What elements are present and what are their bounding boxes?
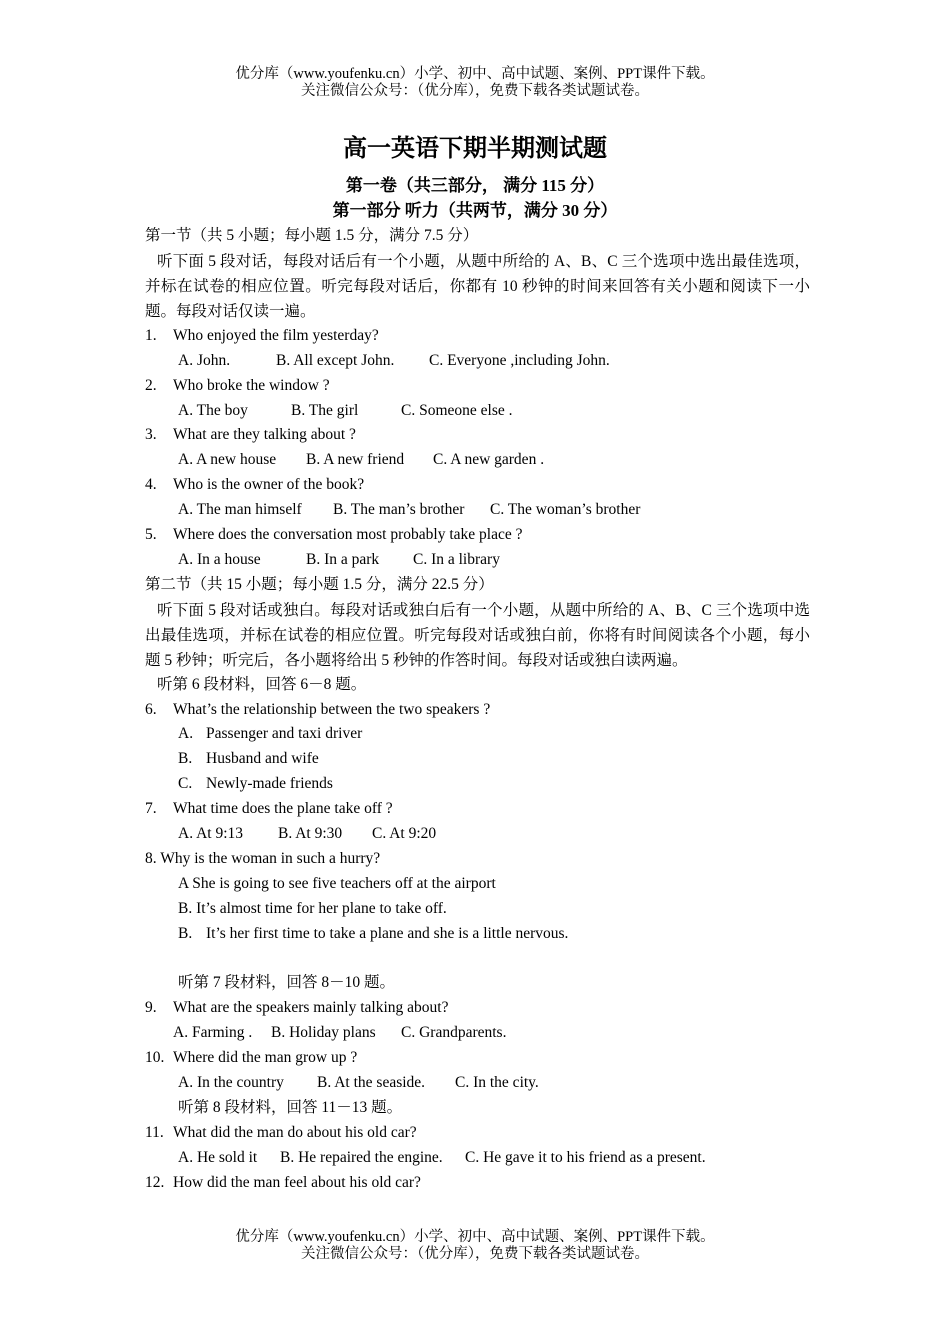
question-4 xyxy=(145,473,810,523)
volume-heading: 第一卷（共三部分， 满分 115 分） xyxy=(345,176,605,195)
question-text: What are the speakers mainly talking about? xyxy=(173,999,449,1017)
question-text: Who broke the window ? xyxy=(173,376,330,394)
page-header xyxy=(0,66,950,100)
section2-heading: 第二节（共 15 小题；每小题 1.5 分，满分 22.5 分） xyxy=(145,575,494,593)
option-c: C. In a library xyxy=(413,550,500,568)
option-c: It’s her first time to take a plane and she is a little nervous. xyxy=(206,924,569,942)
option-a: A. The man himself xyxy=(178,501,302,519)
option-b: B. Holiday plans xyxy=(271,1024,376,1042)
option-a: Passenger and taxi driver xyxy=(206,725,363,743)
question-number: 4. xyxy=(145,476,157,494)
question-number: 1. xyxy=(145,326,157,344)
option-a: A. John. xyxy=(178,351,231,369)
option-b: B. A new friend xyxy=(306,451,405,469)
option-c: C. At 9:20 xyxy=(372,825,437,843)
blank-line xyxy=(145,946,810,971)
option-b: B. At the seaside. xyxy=(317,1073,426,1091)
question-text: What did the man do about his old car? xyxy=(173,1123,417,1141)
question-6 xyxy=(145,698,810,798)
option-b: B. It’s almost time for her plane to take off. xyxy=(178,899,447,917)
question-5 xyxy=(145,523,810,573)
material-7-note: 听第 7 段材料，回答 8－10 题。 xyxy=(178,974,396,992)
document-body xyxy=(145,224,810,1195)
header-line-2: 关注微信公众号：（优分库），免费下载各类试题试卷。 xyxy=(301,83,649,99)
option-c: C. Grandparents. xyxy=(401,1024,507,1042)
question-number: 3. xyxy=(145,426,157,444)
footer-line-2: 关注微信公众号：（优分库），免费下载各类试题试卷。 xyxy=(301,1246,649,1262)
question-7 xyxy=(145,797,810,847)
option-a: A. Farming . xyxy=(173,1024,253,1042)
option-a: A She is going to see five teachers off at the airport xyxy=(178,874,496,892)
option-c: C. He gave it to his friend as a present. xyxy=(465,1148,706,1166)
question-number: 2. xyxy=(145,376,157,394)
question-text: How did the man feel about his old car? xyxy=(173,1173,421,1191)
section1-instructions: 听下面 5 段对话，每段对话后有一个小题，从题中所给的 A、B、C 三个选项中选出最佳选项，并标在试卷的相应位置。听完每段对话后，你都有 10 秒钟的时间来回答有关小题和阅读下一小题。每段对话仅读一遍。 xyxy=(145,252,810,320)
question-11 xyxy=(145,1121,810,1171)
question-text: What’s the relationship between the two speakers ? xyxy=(173,700,491,718)
option-letter: B. xyxy=(178,750,193,768)
question-text: 8. Why is the woman in such a hurry? xyxy=(145,849,381,867)
option-letter: B. xyxy=(178,924,193,942)
question-text: Where does the conversation most probably take place ? xyxy=(173,526,523,544)
question-number: 5. xyxy=(145,526,157,544)
option-c: C. Someone else . xyxy=(401,401,513,419)
option-b: Husband and wife xyxy=(206,750,319,768)
option-a: A. In the country xyxy=(178,1073,284,1091)
question-text: Who enjoyed the film yesterday? xyxy=(173,326,379,344)
option-a: A. He sold it xyxy=(178,1148,258,1166)
option-b: B. In a park xyxy=(306,550,380,568)
option-a: A. A new house xyxy=(178,451,277,469)
question-3 xyxy=(145,423,810,473)
option-b: B. The man’s brother xyxy=(333,501,465,519)
option-c: C. A new garden . xyxy=(433,451,545,469)
question-number: 11. xyxy=(145,1123,164,1141)
question-text: Where did the man grow up ? xyxy=(173,1049,358,1067)
document-title: 高一英语下期半期测试题 xyxy=(343,136,607,162)
question-text: What time does the plane take off ? xyxy=(173,800,393,818)
option-b: B. The girl xyxy=(291,401,359,419)
option-a: A. The boy xyxy=(178,401,248,419)
option-b: B. All except John. xyxy=(276,351,395,369)
question-1 xyxy=(145,324,810,374)
material-8-note: 听第 8 段材料，回答 11－13 题。 xyxy=(178,1098,403,1116)
question-number: 10. xyxy=(145,1049,165,1067)
option-a: A. At 9:13 xyxy=(178,825,244,843)
footer-line-1: 优分库（www.youfenku.cn）小学、初中、高中试题、案例、PPT课件下载。 xyxy=(235,1229,715,1245)
question-number: 9. xyxy=(145,999,157,1017)
question-10 xyxy=(145,1046,810,1096)
question-12 xyxy=(145,1171,810,1196)
question-2 xyxy=(145,374,810,424)
question-number: 12. xyxy=(145,1173,165,1191)
page-footer xyxy=(0,1229,950,1263)
option-c: Newly-made friends xyxy=(206,775,333,793)
option-b: B. He repaired the engine. xyxy=(280,1148,443,1166)
question-8 xyxy=(145,847,810,947)
option-a: A. In a house xyxy=(178,550,261,568)
section1-heading: 第一节（共 5 小题；每小题 1.5 分，满分 7.5 分） xyxy=(145,227,479,244)
question-text: What are they talking about ? xyxy=(173,426,356,444)
option-letter: C. xyxy=(178,775,193,793)
option-c: C. The woman’s brother xyxy=(490,501,641,519)
option-c: C. In the city. xyxy=(455,1073,539,1091)
question-9 xyxy=(145,996,810,1046)
part-heading: 第一部分 听力（共两节，满分 30 分） xyxy=(332,201,618,220)
option-c: C. Everyone ,including John. xyxy=(429,351,610,369)
option-letter: A. xyxy=(178,725,194,743)
section2-instructions: 听下面 5 段对话或独白。每段对话或独白后有一个小题，从题中所给的 A、B、C 三个选项中选出最佳选项，并标在试卷的相应位置。听完每段对话或独白前，你将有时间阅读各个小题，每小题 5 秒钟；听完后，各小题将给出 5 秒钟的作答时间。每段对话或独白读两遍。 xyxy=(145,601,810,669)
question-number: 6. xyxy=(145,700,157,718)
question-text: Who is the owner of the book? xyxy=(173,476,365,494)
question-number: 7. xyxy=(145,800,157,818)
material-6-note: 听第 6 段材料，回答 6－8 题。 xyxy=(157,675,367,693)
option-b: B. At 9:30 xyxy=(278,825,343,843)
header-line-1: 优分库（www.youfenku.cn）小学、初中、高中试题、案例、PPT课件下载。 xyxy=(235,66,715,82)
